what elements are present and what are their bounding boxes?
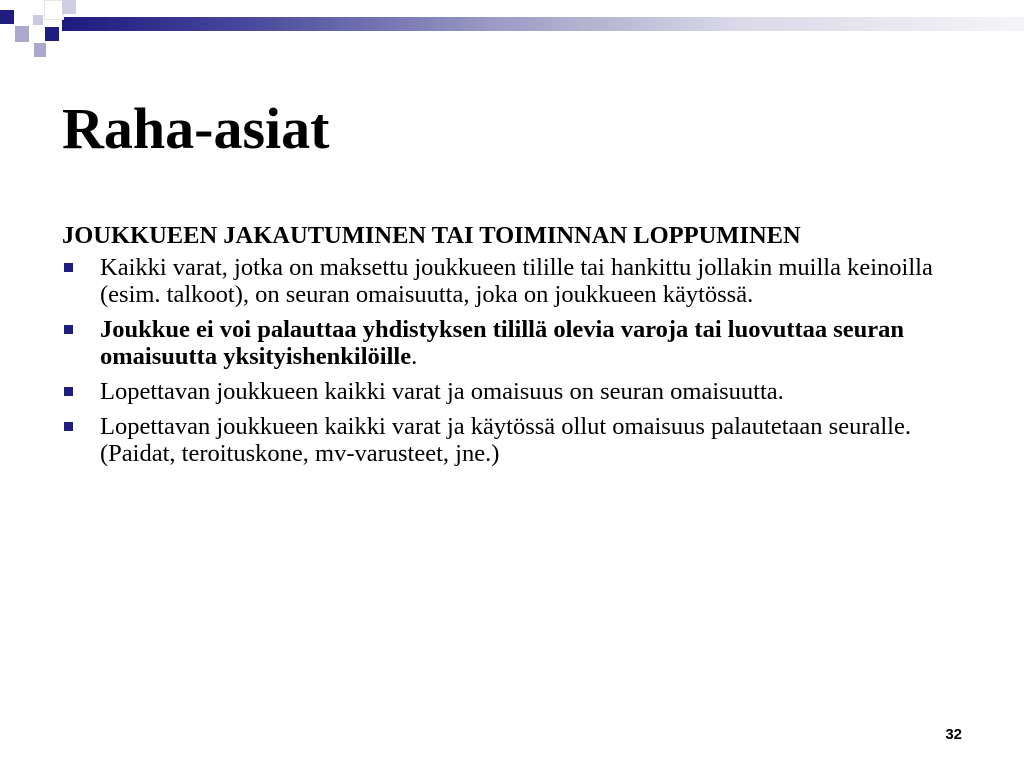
list-item bbox=[62, 378, 972, 405]
slide-title: Raha-asiat bbox=[62, 96, 330, 161]
section-heading: JOUKKUEEN JAKAUTUMINEN TAI TOIMINNAN LOPPUMINEN bbox=[62, 222, 801, 249]
bullet-text-bold: Joukkue ei voi palauttaa yhdistyksen tilillä olevia varoja tai luovuttaa seuran omaisuutta yksityishenkilöille bbox=[100, 316, 905, 370]
decor-square-white bbox=[28, 0, 42, 12]
decor-square-navy bbox=[0, 10, 14, 24]
bullet-text-suffix: . bbox=[411, 343, 418, 370]
decor-square-navy bbox=[45, 27, 59, 41]
decor-square-lavender bbox=[34, 43, 46, 57]
decor-square-light bbox=[62, 0, 76, 14]
slide-content bbox=[62, 222, 972, 475]
list-item bbox=[62, 413, 972, 467]
list-item bbox=[62, 254, 972, 308]
list-item bbox=[62, 316, 972, 370]
bullet-text: Lopettavan joukkueen kaikki varat ja käytössä ollut omaisuus palautetaan seuralle. (Paidat, teroituskone, mv-varusteet, jne.) bbox=[100, 413, 911, 467]
square-bullet-icon bbox=[64, 325, 73, 334]
page-number: 32 bbox=[945, 726, 962, 743]
square-bullet-icon bbox=[64, 387, 73, 396]
decor-square-lavender bbox=[15, 26, 29, 42]
square-bullet-icon bbox=[64, 422, 73, 431]
decor-square-white bbox=[44, 0, 64, 20]
decor-square-light bbox=[33, 15, 43, 25]
header-gradient-bar bbox=[62, 17, 1024, 31]
bullet-text: Lopettavan joukkueen kaikki varat ja omaisuus on seuran omaisuutta. bbox=[100, 378, 784, 405]
square-bullet-icon bbox=[64, 263, 73, 272]
bullet-list bbox=[62, 254, 972, 467]
bullet-text: Kaikki varat, jotka on maksettu joukkueen tilille tai hankittu jollakin muilla keinoilla (esim. talkoot), on seuran omaisuutta, joka on joukkueen käytössä. bbox=[100, 254, 933, 308]
